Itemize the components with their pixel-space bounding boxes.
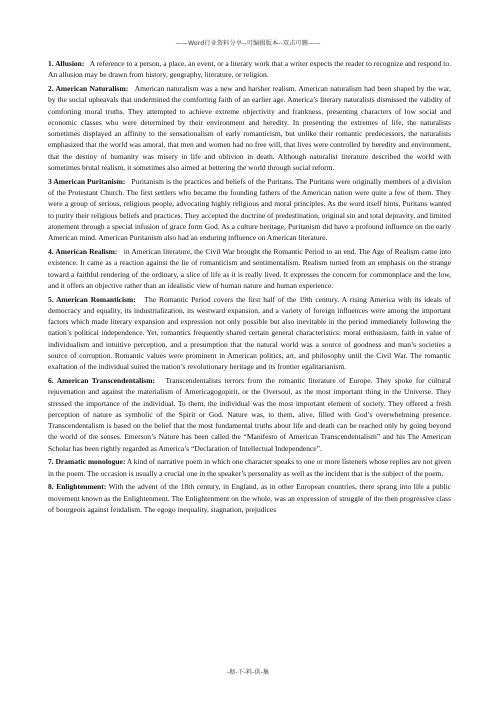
- entry-allusion: [48, 58, 451, 81]
- entry-body: A kind of narrative poem in which one character speaks to one or more listeners whose replies are not given in the poem. The occasion is usually a crucial one in the speaker’s personality as well as the incident that is the subject of the poem.: [48, 457, 452, 478]
- entry-term: 7. Dramatic monologue:: [48, 457, 126, 467]
- entry-american-romanticism: [48, 294, 451, 373]
- entry-body: The Romantic Period covers the first half of the 19th century. A rising America with its ideals of democracy and equality, its industrialization, its westward expansion, and a variety of foreign influences were among the important factors which made literary expansion and expression not only possible but also inevitable in the period immediately following the nation’s political independence. Yet, romantics frequently shared certain general characteristics: moral enthusiasm, faith in value of individualism and intuitive perception, and a presumption that the natural world was a source of goodness and man’s societies a source of corruption. Romantic values were prominent in American politics, art, and philosophy until the Civil War. The romantic exaltation of the individual suited the nation’s revolutionary heritage and its frontier egalitarianism.: [48, 294, 451, 372]
- entry-body: American naturalism was a new and harsher realism. American naturalism had been shaped by the war, by the social upheavals that undermined the comforting faith of an earlier age. America’s literary naturalists dismissed the validity of comforting moral truths. They attempted to achieve extreme objectivity and frankness, presenting characters of low social and economic classes who were determined by their environment and heredity. In presenting the extremes of life, the naturalists sometimes displayed an affinity to the sensationalism of early romanticism, but unlike their romantic predecessors, the naturalists emphasized that the world was amoral, that men and women had no free will, that lives were controlled by heredity and environment, that the destiny of humanity was misery in life and oblivion in death. Although naturalist literature described the world with sometimes brutal realism, it sometimes also aimed at bettering the world through social reform.: [48, 83, 452, 173]
- entry-term: 3 American Puritanism:: [48, 176, 126, 186]
- entry-american-naturalism: [48, 83, 451, 173]
- glossary-content: [48, 58, 451, 518]
- entry-term: 1. Allusion:: [48, 59, 85, 68]
- entry-term: 6. American Transcendentalism:: [48, 375, 155, 385]
- entry-body: Puritanism is the practices and beliefs of the Puritans. The Puritans were originally members of a division of the Protestant Church. The first settlers who became the founding fathers of the American nation were quite a few of them. They were a group of serious, religious people, advocating highly religious and moral principles. As the word itself hints, Puritans wanted to purity their religious beliefs and practices. They accepted the doctrine of predestination, original sin and total depravity, and limited atonement through a special infusion of grace form God. As a culture heritage, Puritanism did have a profound influence on the early American mind. American Puritanism also had an enduring influence on American literature.: [48, 176, 452, 243]
- entry-body: With the advent of the 18th century, in England, as in other European countries, there sprang into life a public movement known as the Enlightenment. The Enlightenment on the whole, was an expression of struggle of the then progressive class of bourgeois against feudalism. The egogo inequality, stagnation, prejudices: [48, 482, 451, 515]
- entry-body: A reference to a person, a place, an event, or a literary work that a writer expects the reader to recognize and respond to. An allusion may be drawn from history, geography, literature, or religion.: [48, 59, 451, 80]
- entry-dramatic-monologue: [48, 456, 451, 479]
- page-header: ——Word行业资料分享--可编辑版本--双击可删——: [175, 40, 321, 47]
- entry-american-realism: [48, 246, 451, 291]
- entry-term: 8. Enlightenment:: [48, 482, 107, 492]
- entry-body: in American literature, the Civil War brought the Romantic Period to an end. The Age of Realism came into existence. It came as a reaction against the lie of romanticism and sentimentalism. Realism turned from an emphasis on the strange toward a faithful rendering of the ordinary, a slice of life as it is really lived. It expresses the concern for commonplace and the low, and it offers an objective rather than an idealistic view of human nature and human experience.: [48, 246, 451, 290]
- entry-term: 4. American Realism:: [48, 246, 118, 256]
- entry-american-puritanism: [48, 176, 451, 244]
- entry-term: 2. American Naturalism:: [48, 83, 129, 93]
- page-footer: -据-下-料-供-集: [226, 669, 270, 676]
- entry-body: Transcendentalists terrors from the romantic literature of Europe. They spoke for cultural rejuvenation and against the materialism of Americagogopirit, or the Oversoul, as the most important thing in the Universe. They stressed the importance of the individual. To them, the individual was the most important element of society. They offered a fresh perception of nature as symbolic of the Spirit or God. Nature was, to them, alive, filled with God’s overwhelming presence. Transcendentalism is based on the belief that the most fundamental truths about life and death can be reached only by going beyond the world of the senses. Emerson’s Nature has been called the “Manifesto of American Transcendentalism” and his The American Scholar has been rightly regarded as America’s “Declaration of Intellectual Independence”.: [48, 375, 451, 453]
- entry-enlightenment: [48, 481, 451, 515]
- entry-american-transcendentalism: [48, 375, 451, 454]
- entry-term: 5. American Romanticism:: [48, 294, 136, 304]
